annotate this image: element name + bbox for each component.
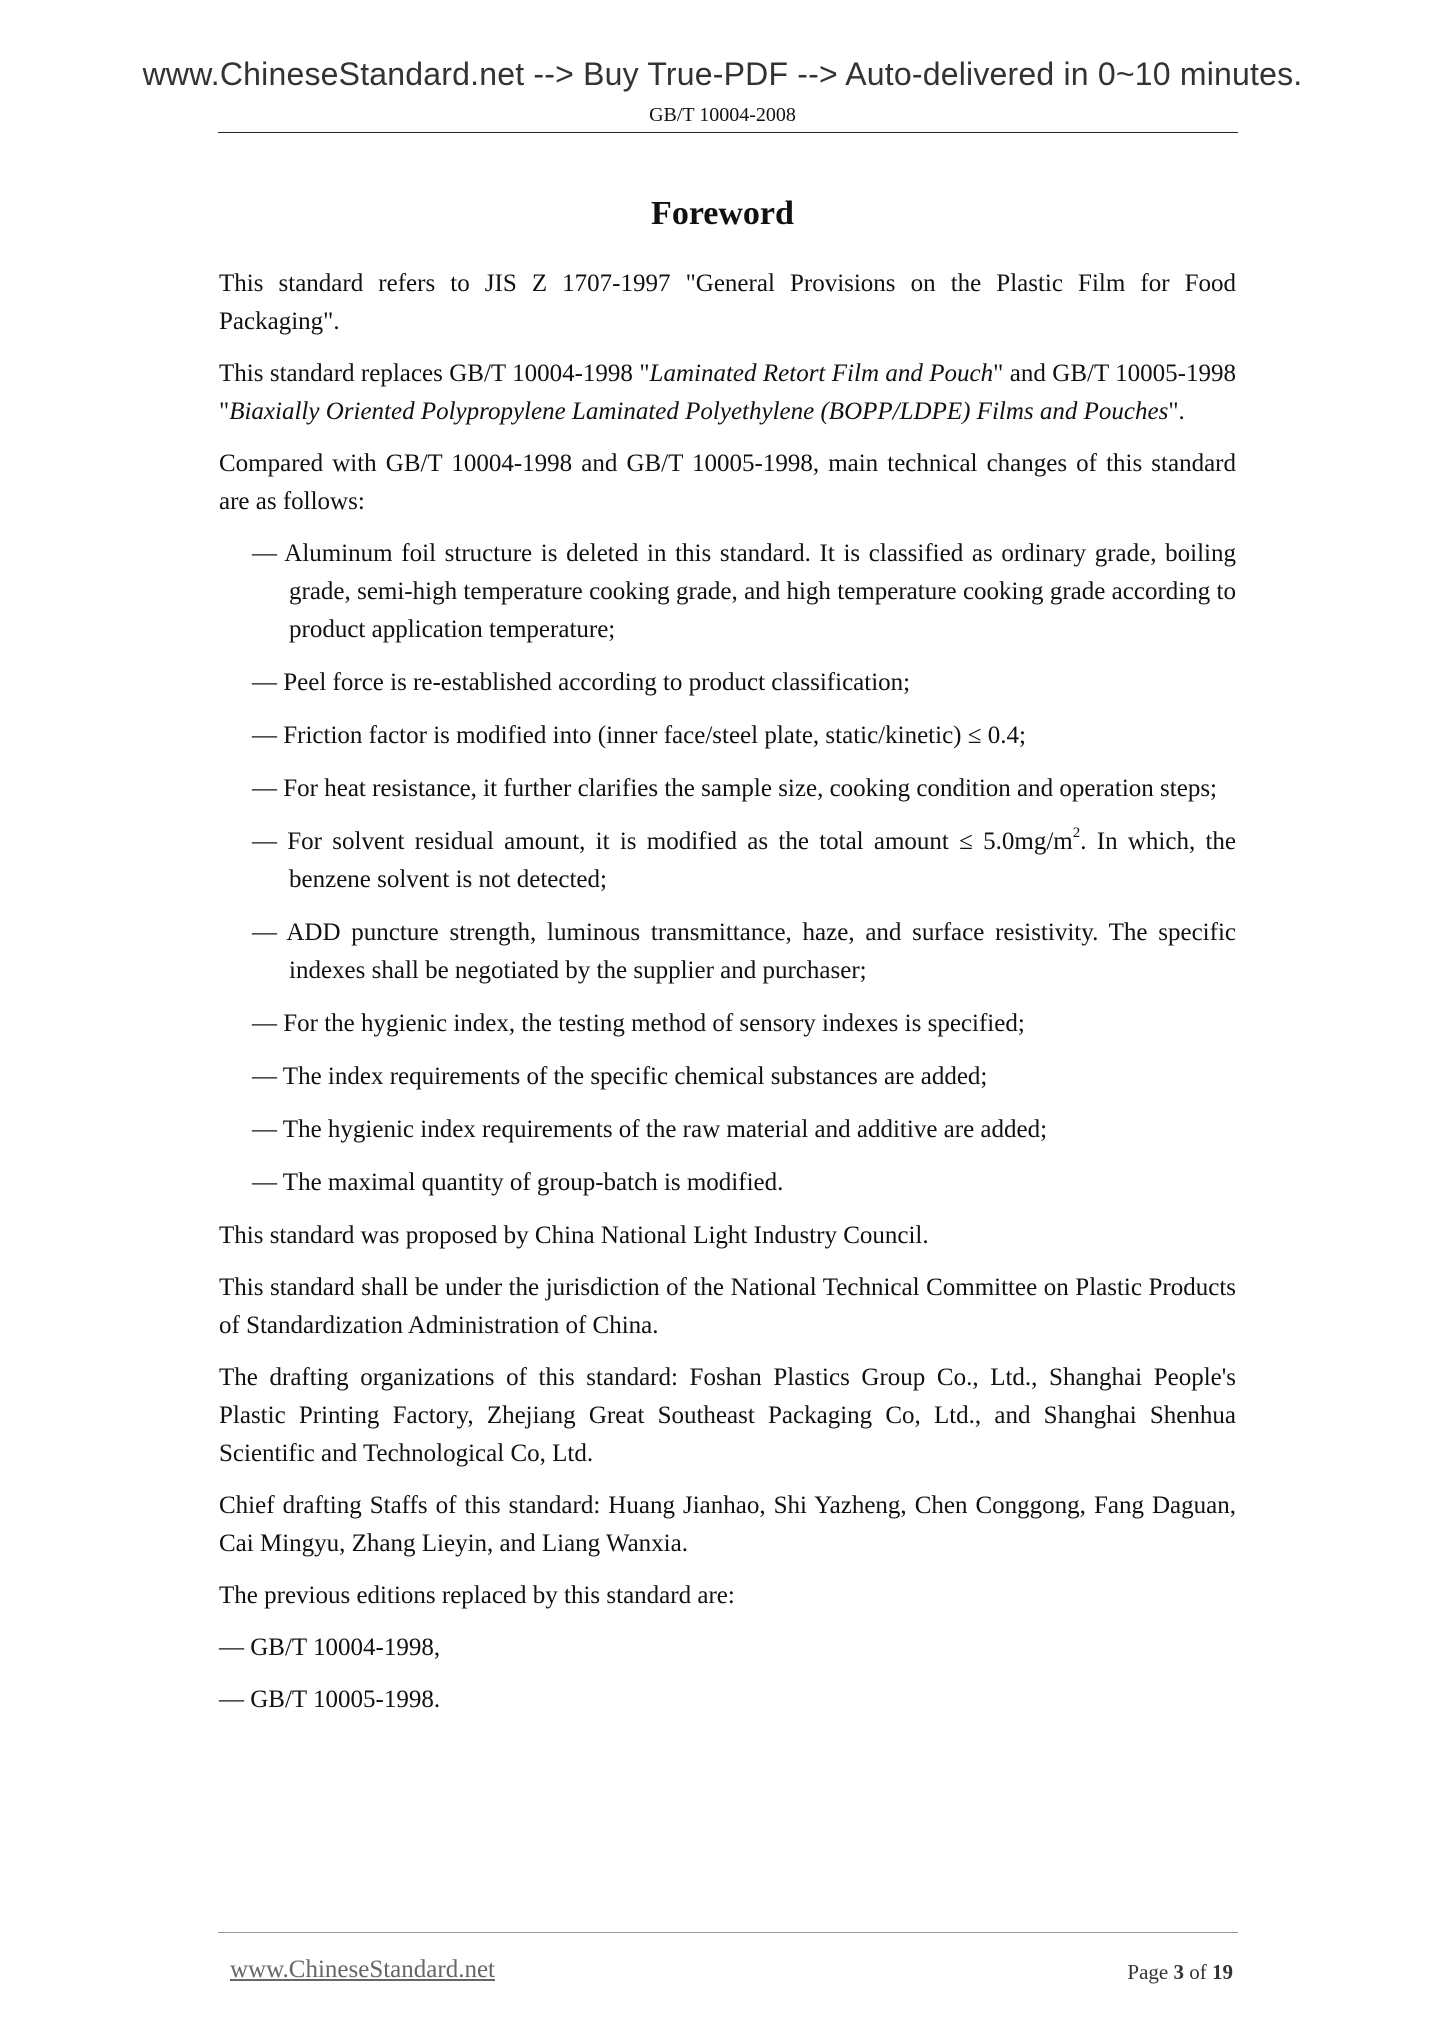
change-item: — ADD puncture strength, luminous transmittance, haze, and surface resistivity. The specific indexes shall be negotiated by the supplier and purchaser; [252, 919, 1236, 984]
paragraph-drafting-orgs: The drafting organizations of this standard: Foshan Plastics Group Co., Ltd., Shanghai People's Plastic Printing Factory, Zhejiang Great Southeast Packaging Co, Ltd., and Shanghai Shenhua Scientific and Technological Co, Ltd. [219, 1364, 1236, 1467]
cited-title: Laminated Retort Film and Pouch [649, 360, 994, 387]
page-title: Foreword [651, 195, 794, 232]
change-item: — The index requirements of the specific chemical substances are added; [252, 1063, 988, 1090]
text-fragment: This standard replaces GB/T 10004-1998 " [219, 360, 650, 387]
change-item: — The maximal quantity of group-batch is modified. [252, 1169, 784, 1196]
change-item: — Aluminum foil structure is deleted in this standard. It is classified as ordinary grade, boiling grade, semi-high temperature cooking grade, and high temperature cooking grade according to product application temperature; [252, 540, 1236, 643]
text-fragment: ". [1168, 398, 1185, 425]
paragraph-changes-intro: Compared with GB/T 10004-1998 and GB/T 10005-1998, main technical changes of this standard are as follows: [219, 450, 1236, 515]
page-current: 3 [1173, 1960, 1184, 1984]
text-fragment: . In which, the benzene solvent is not detected; [289, 828, 1237, 893]
paragraph-previous: The previous editions replaced by this standard are: [219, 1582, 735, 1609]
paragraph-jurisdiction: This standard shall be under the jurisdiction of the National Technical Committee on Plastic Products of Standardization Administration of China. [219, 1274, 1236, 1339]
page-label: of [1184, 1960, 1212, 1984]
text-fragment: " and GB/T 10005-1998 " [219, 360, 1236, 425]
page-label: Page [1127, 1960, 1174, 1984]
change-item: — The hygienic index requirements of the raw material and additive are added; [252, 1116, 1048, 1143]
change-item: — Friction factor is modified into (inner face/steel plate, static/kinetic) ≤ 0.4; [252, 722, 1026, 749]
change-item [219, 823, 1236, 899]
previous-edition-item: — GB/T 10005-1998. [219, 1686, 441, 1713]
page-total: 19 [1212, 1960, 1233, 1984]
footer-divider [218, 1932, 1238, 1933]
previous-edition-item: — GB/T 10004-1998, [219, 1634, 441, 1661]
page-number [1127, 1960, 1233, 1985]
change-item: — For the hygienic index, the testing method of sensory indexes is specified; [252, 1010, 1025, 1037]
paragraph-reference: This standard refers to JIS Z 1707-1997 "General Provisions on the Plastic Film for Food Packaging". [219, 270, 1236, 335]
foreword-body [219, 265, 1236, 1733]
site-banner[interactable]: www.ChineseStandard.net --> Buy True-PDF --> Auto-delivered in 0~10 minutes. [142, 56, 1303, 92]
paragraph-proposed: This standard was proposed by China National Light Industry Council. [219, 1222, 929, 1249]
paragraph-replaces [219, 355, 1236, 431]
header-divider [218, 132, 1238, 133]
cited-title: Biaxially Oriented Polypropylene Laminated Polyethylene (BOPP/LDPE) Films and Pouches [229, 398, 1169, 425]
text-fragment: — For solvent residual amount, it is modified as the total amount ≤ 5.0mg/m [252, 828, 1073, 855]
paragraph-staffs: Chief drafting Staffs of this standard: Huang Jianhao, Shi Yazheng, Chen Conggong, Fang Daguan, Cai Mingyu, Zhang Lieyin, and Liang Wanxia. [219, 1492, 1236, 1557]
change-item: — Peel force is re-established according to product classification; [252, 669, 911, 696]
superscript: 2 [1072, 824, 1081, 841]
footer-site-link[interactable]: www.ChineseStandard.net [230, 1956, 495, 1983]
change-item: — For heat resistance, it further clarifies the sample size, cooking condition and operation steps; [252, 775, 1217, 802]
standard-code-header: GB/T 10004-2008 [649, 104, 796, 126]
